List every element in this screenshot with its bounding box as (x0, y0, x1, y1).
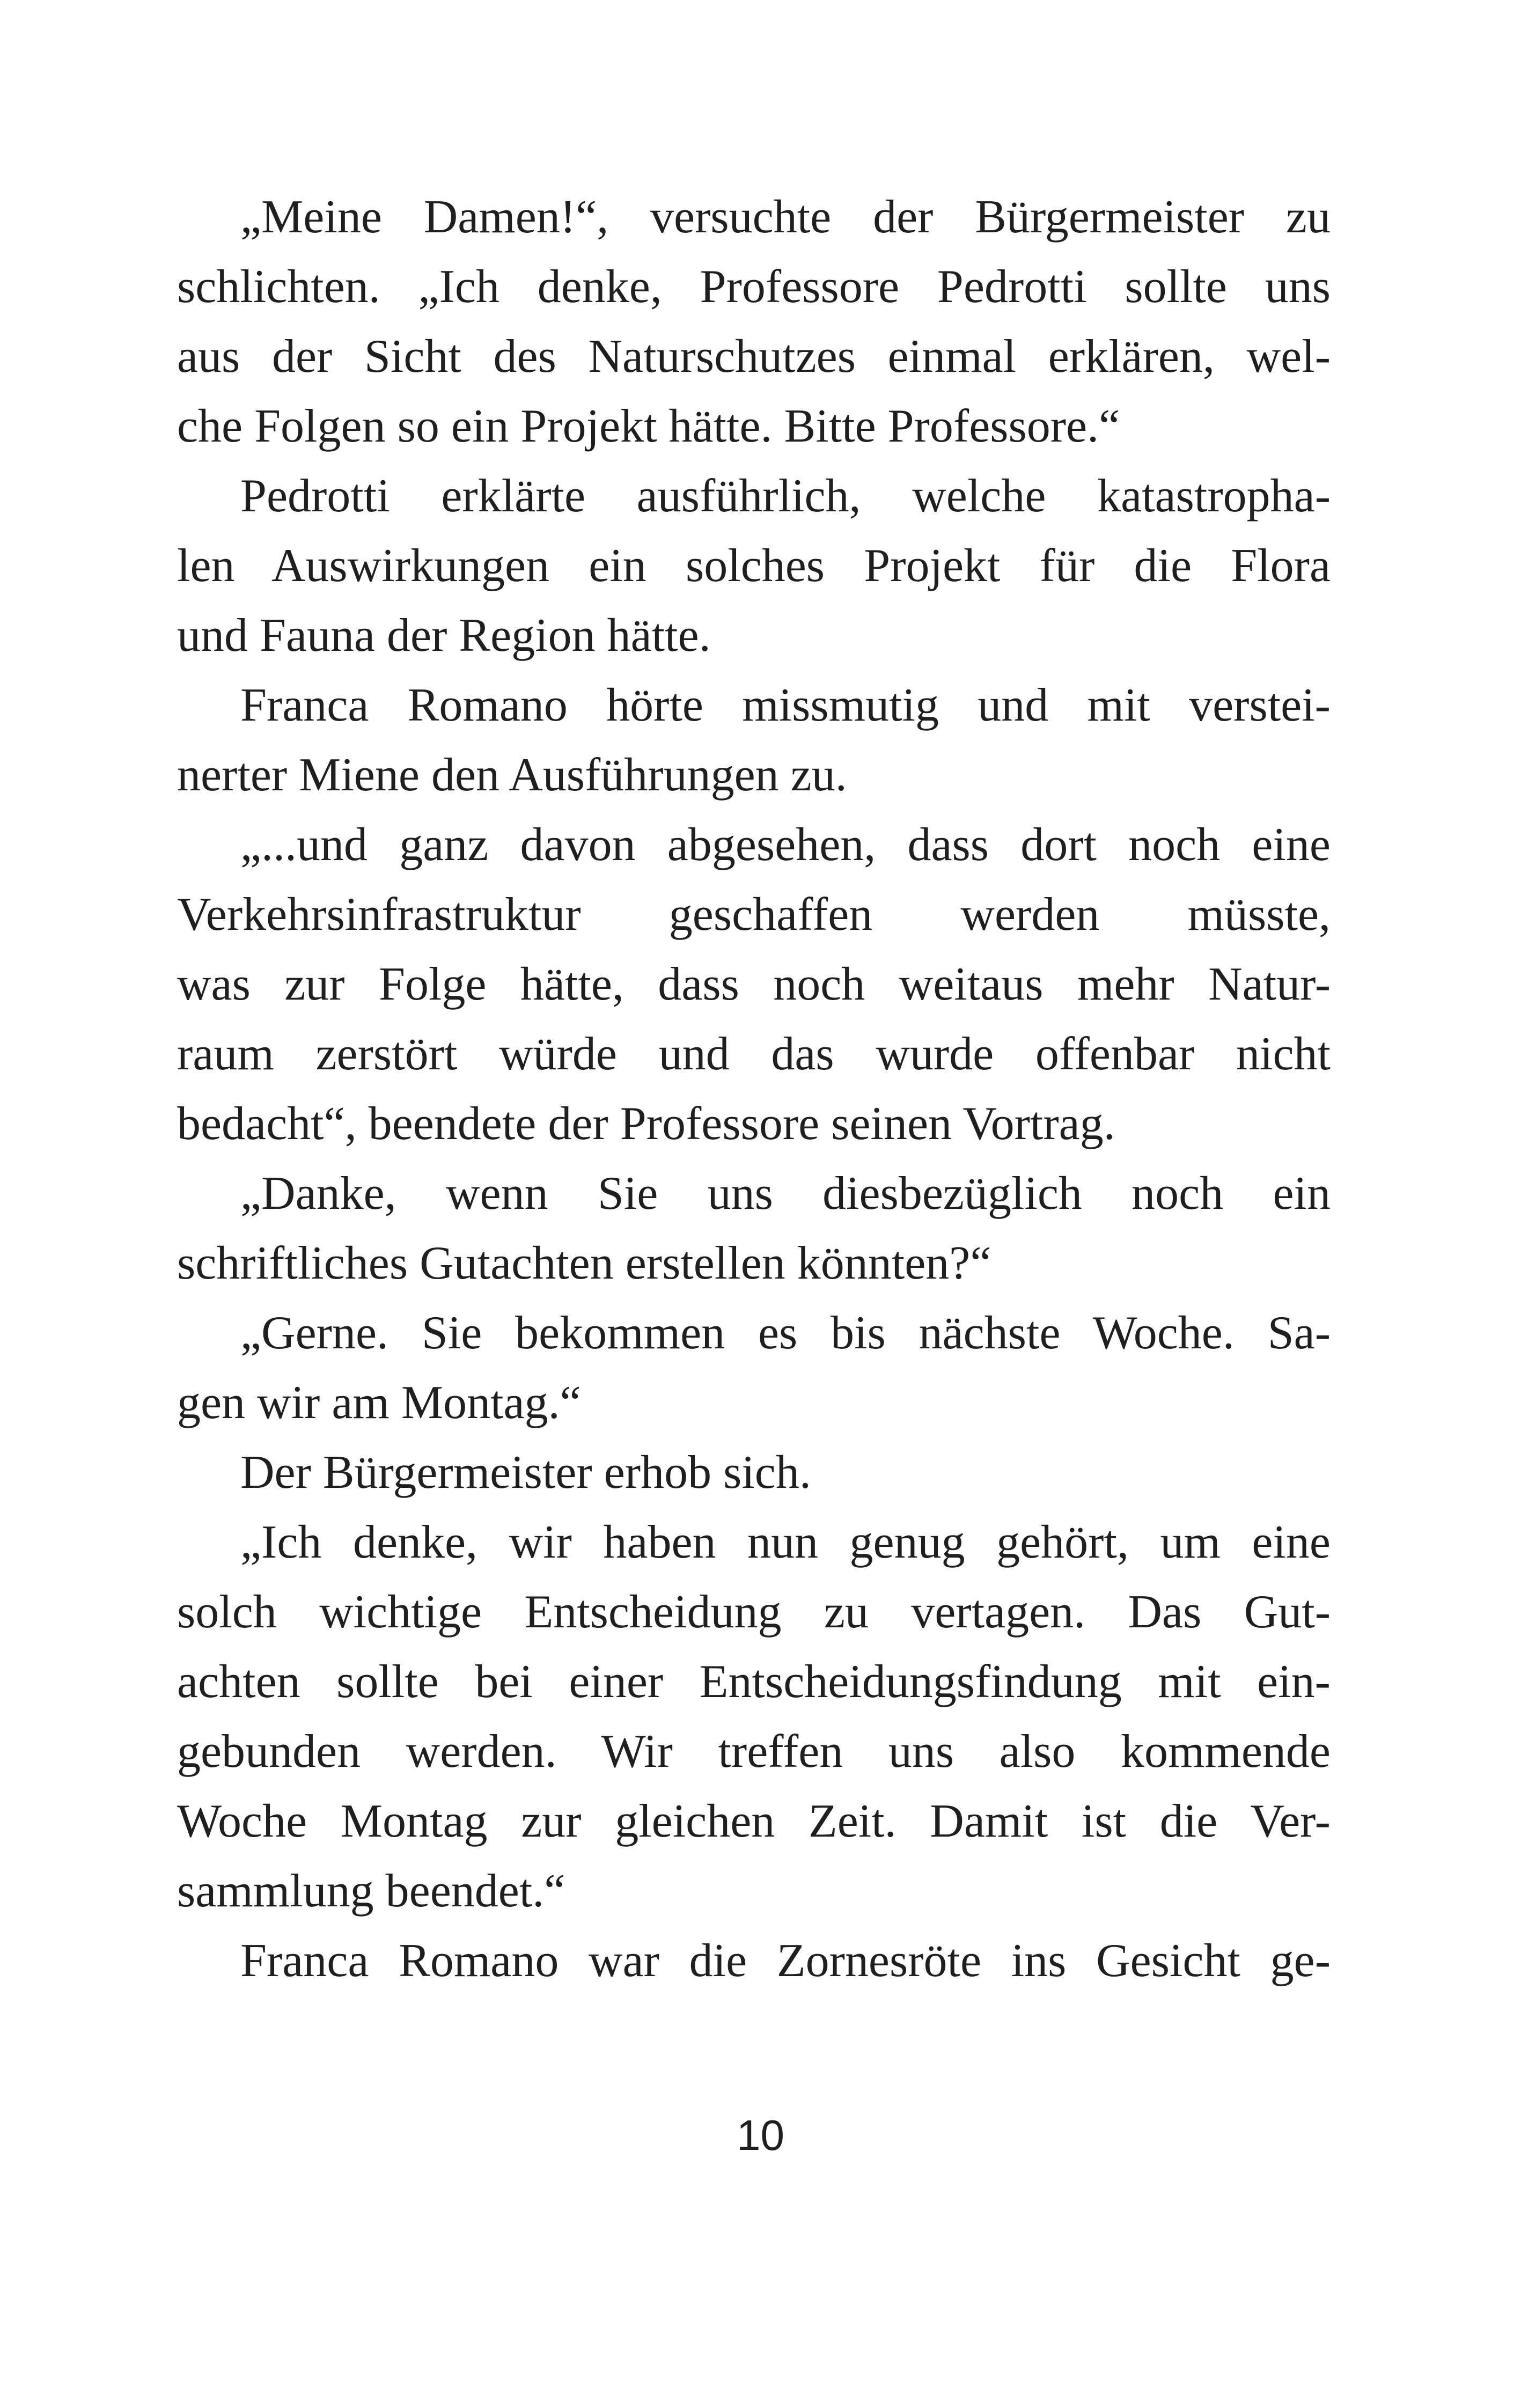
text-line: gen wir am Montag.“ (177, 1377, 581, 1429)
text-line: Woche Montag zur gleichen Zeit. Damit ist die Ver- (177, 1795, 1331, 1847)
text-line: che Folgen so ein Projekt hätte. Bitte Professore.“ (177, 400, 1120, 452)
body-text (177, 182, 1331, 1996)
text-line: aus der Sicht des Naturschutzes einmal erklären, wel- (177, 331, 1331, 383)
text-line: „Gerne. Sie bekommen es bis nächste Woche. Sa- (240, 1307, 1331, 1359)
text-line: len Auswirkungen ein solches Projekt für die Flora (177, 540, 1331, 592)
text-line: Verkehrsinfrastruktur geschaffen werden müsste, (177, 889, 1331, 941)
text-line: solch wichtige Entscheidung zu vertagen. Das Gut- (177, 1586, 1331, 1638)
text-line: achten sollte bei einer Entscheidungsfindung mit ein- (177, 1656, 1331, 1708)
page-number: 10 (737, 2111, 784, 2159)
text-line: schriftliches Gutachten erstellen könnten?“ (177, 1237, 991, 1289)
text-line: bedacht“, beendete der Professore seinen Vortrag. (177, 1098, 1115, 1150)
text-line: „Meine Damen!“, versuchte der Bürgermeister zu (240, 191, 1331, 243)
text-line: was zur Folge hätte, dass noch weitaus mehr Natur- (177, 958, 1331, 1010)
text-line: sammlung beendet.“ (177, 1865, 565, 1917)
text-line: Franca Romano hörte missmutig und mit verstei- (240, 679, 1331, 731)
text-line: „...und ganz davon abgesehen, dass dort noch eine (240, 819, 1331, 871)
text-line: „Danke, wenn Sie uns diesbezüglich noch ein (240, 1168, 1331, 1220)
text-line: „Ich denke, wir haben nun genug gehört, um eine (240, 1516, 1331, 1568)
text-line: schlichten. „Ich denke, Professore Pedrotti sollte uns (177, 261, 1331, 313)
text-line: raum zerstört würde und das wurde offenbar nicht (177, 1028, 1331, 1080)
text-line: Franca Romano war die Zornesröte ins Gesicht ge- (240, 1935, 1331, 1987)
text-line: und Fauna der Region hätte. (177, 610, 711, 662)
text-line: Der Bürgermeister erhob sich. (240, 1447, 811, 1499)
text-line: nerter Miene den Ausführungen zu. (177, 749, 847, 801)
text-line: gebunden werden. Wir treffen uns also kommende (177, 1726, 1331, 1778)
text-line: Pedrotti erklärte ausführlich, welche katastropha- (240, 470, 1331, 522)
